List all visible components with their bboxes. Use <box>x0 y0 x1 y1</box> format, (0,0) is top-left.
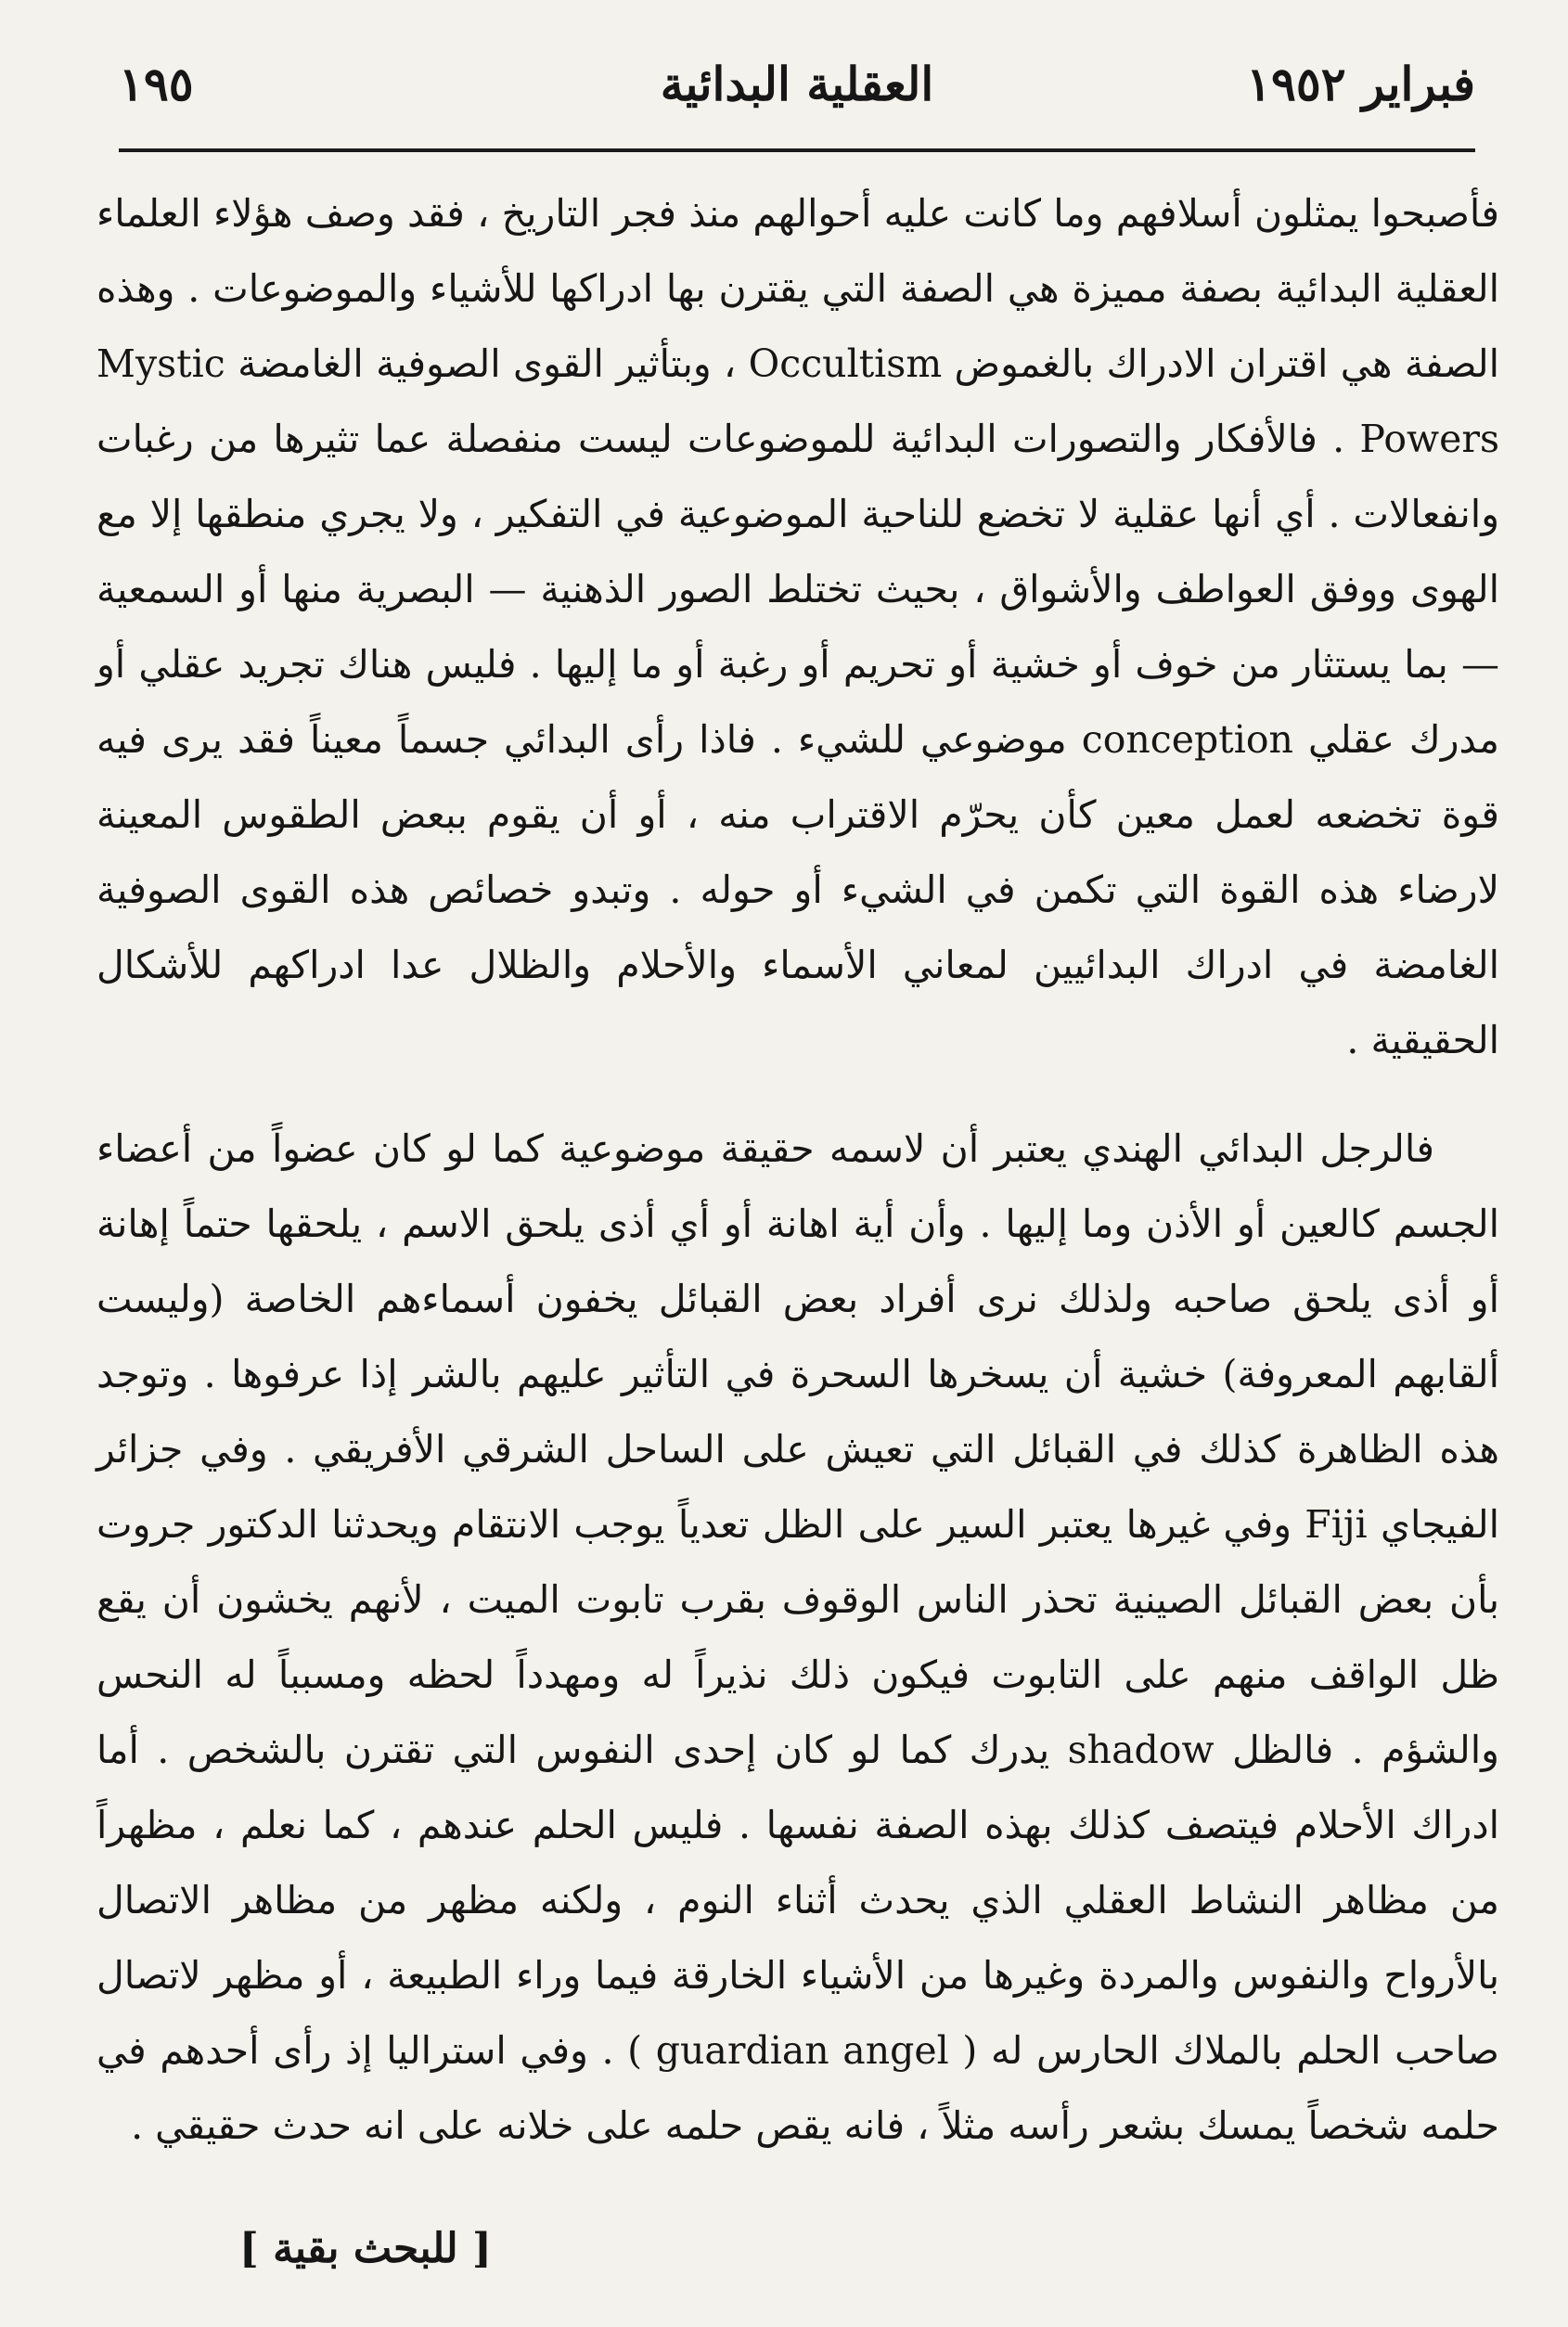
page-number: ١٩٥ <box>119 56 194 111</box>
issue-date: فبراير ١٩٥٢ <box>1246 56 1475 111</box>
running-header <box>119 45 1475 122</box>
paragraph-2: فالرجل البدائي الهندي يعتبر أن لاسمه حقيقة موضوعية كما لو كان عضواً من أعضاء الجسم كالعين أو الأذن وما إليها . وأن أية اهانة أو أي أذى يلحق الاسم ، يلحقها حتماً إهانة أو أذى يلحق صاحبه ولذلك نرى أفراد بعض القبائل يخفون أسماءهم الخاصة (وليست ألقابهم المعروفة) خشية أن يسخرها السحرة في التأثير عليهم بالشر إذا عرفوها . وتوجد هذه الظاهرة كذلك في القبائل التي تعيش على الساحل الشرقي الأفريقي . وفي جزائر الفيجاي Fiji وفي غيرها يعتبر السير على الظل تعدياً يوجب الانتقام ويحدثنا الدكتور جروت بأن بعض القبائل الصينية تحذر الناس الوقوف بقرب تابوت الميت ، لأنهم يخشون أن يقع ظل الواقف منهم على التابوت فيكون ذلك نذيراً له ومهدداً لحظه ومسبباً له النحس والشؤم . فالظل shadow يدرك كما لو كان إحدى النفوس التي تقترن بالشخص . أما ادراك الأحلام فيتصف كذلك بهذه الصفة نفسها . فليس الحلم عندهم ، كما نعلم ، مظهراً من مظاهر النشاط العقلي الذي يحدث أثناء النوم ، ولكنه مظهر من مظاهر الاتصال بالأرواح والنفوس والمردة وغيرها من الأشياء الخارقة فيما وراء الطبيعة ، أو مظهر لاتصال صاحب الحلم بالملاك الحارس له ( guardian angel ) . وفي استراليا إذ رأى أحدهم في حلمه شخصاً يمسك بشعر رأسه مثلاً ، فانه يقص حلمه على خلانه على انه حدث حقيقي . <box>96 1126 1499 2148</box>
article-title: العقلية البدائية <box>660 56 934 111</box>
header-rule <box>119 148 1475 152</box>
paragraph-1: فأصبحوا يمثلون أسلافهم وما كانت عليه أحوالهم منذ فجر التاريخ ، فقد وصف هؤلاء العلماء العقلية البدائية بصفة مميزة هي الصفة التي يقترن بها ادراكها للأشياء والموضوعات . وهذه الصفة هي اقتران الادراك بالغموض Occultism ، وبتأثير القوى الصوفية الغامضة Mystic Powers . فالأفكار والتصورات البدائية للموضوعات ليست منفصلة عما تثيرها من رغبات وانفعالات . أي أنها عقلية لا تخضع للناحية الموضوعية في التفكير ، ولا يجري منطقها إلا مع الهوى ووفق العواطف والأشواق ، بحيث تختلط الصور الذهنية — البصرية منها أو السمعية — بما يستثار من خوف أو خشية أو تحريم أو رغبة أو ما إليها . فليس هناك تجريد عقلي أو مدرك عقلي conception موضوعي للشيء . فاذا رأى البدائي جسماً معيناً فقد يرى فيه قوة تخضعه لعمل معين كأن يحرّم الاقتراب منه ، أو أن يقوم ببعض الطقوس المعينة لارضاء هذه القوة التي تكمن في الشيء أو حوله . وتبدو خصائص هذه القوى الصوفية الغامضة في ادراك البدائيين لمعاني الأسماء والأحلام والظلال عدا ادراكهم للأشكال الحقيقية . <box>96 191 1500 1062</box>
article-body <box>96 176 1499 2164</box>
continuation-note: [ للبحث بقية ] <box>239 2225 492 2272</box>
